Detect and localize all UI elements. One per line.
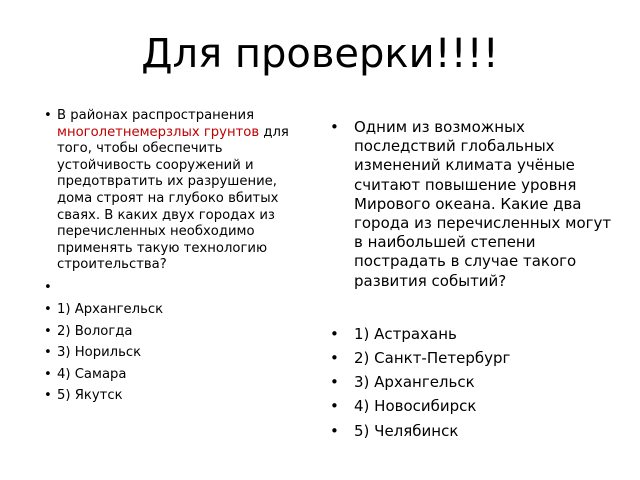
- right-option-2: • 2) Санкт-Петербург: [330, 349, 620, 368]
- right-option-1: • 1) Астрахань: [330, 325, 620, 344]
- left-question-highlight: многолетнемерзлых грунтов: [57, 124, 260, 140]
- right-question-column: [330, 118, 620, 446]
- left-question-before: В районах распространения: [57, 108, 255, 123]
- left-question-column: [44, 108, 314, 410]
- left-question-after: для того, чтобы обеспечить устойчивость сооружений и предотвратить их разрушение, дома строят на глубоко вбитых сваях. В каких двух городах из перечисленных необходимо применять такую технологию строительства?: [57, 124, 289, 273]
- empty-bullet: [44, 280, 314, 296]
- right-option-3: • 3) Архангельск: [330, 373, 620, 392]
- left-option-4: • 4) Самара: [44, 367, 314, 384]
- left-option-2: • 2) Вологда: [44, 324, 314, 341]
- left-question: [44, 108, 314, 274]
- right-option-4: • 4) Новосибирск: [330, 397, 620, 416]
- left-option-5: • 5) Якутск: [44, 388, 314, 405]
- slide-title: Для проверки!!!!: [141, 31, 499, 77]
- right-question: • Одним из возможных последствий глобальных изменений климата учёные считают повышение уровня Мирового океана. Какие два города из перечисленных могут в наибольшей степени пострадать в случае такого развития событий?: [330, 118, 620, 291]
- left-option-1: • 1) Архангельск: [44, 302, 314, 319]
- right-option-5: • 5) Челябинск: [330, 422, 620, 441]
- left-option-3: • 3) Норильск: [44, 345, 314, 362]
